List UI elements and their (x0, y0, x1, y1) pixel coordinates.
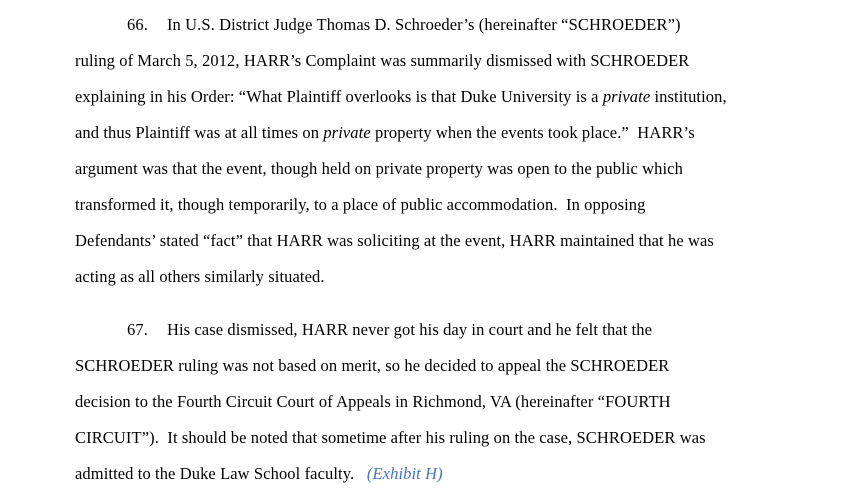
text-segment: institution, (650, 87, 727, 106)
text-segment: transformed it, though temporarily, to a place of public accommodation. In opposing (75, 195, 646, 214)
text-segment: acting as all others similarly situated. (75, 267, 325, 286)
text-line (75, 348, 780, 384)
paragraph-67 (75, 312, 780, 492)
text-segment: In U.S. District Judge Thomas D. Schroeder’s (hereinafter “SCHROEDER”) (166, 15, 681, 34)
text-segment: and thus Plaintiff was at all times on (75, 123, 324, 142)
text-segment: property when the events took place.” HARR’s (370, 123, 695, 142)
text-segment: ruling of March 5, 2012, HARR’s Complaint was summarily dismissed with SCHROEDER (75, 51, 690, 70)
italic-text: private (602, 87, 651, 106)
text-segment: Defendants’ stated “fact” that HARR was soliciting at the event, HARR maintained that he was (75, 231, 714, 250)
exhibit-h-link[interactable]: (Exhibit H) (366, 464, 443, 483)
text-line (75, 259, 780, 295)
text-line (75, 115, 780, 151)
text-segment: CIRCUIT”). It should be noted that sometime after his ruling on the case, SCHROEDER was (75, 428, 706, 447)
text-segment: explaining in his Order: “What Plaintiff overlooks is that Duke University is a (75, 87, 603, 106)
text-line (75, 151, 780, 187)
paragraph-66 (75, 7, 780, 295)
text-segment: admitted to the Duke Law School faculty. (75, 464, 367, 483)
text-segment: decision to the Fourth Circuit Court of Appeals in Richmond, VA (hereinafter “FOURTH (75, 392, 671, 411)
text-segment: SCHROEDER ruling was not based on merit, so he decided to appeal the SCHROEDER (75, 356, 670, 375)
text-line (75, 420, 780, 456)
text-line (75, 312, 780, 348)
text-line (75, 187, 780, 223)
paragraph-number: 66. (127, 15, 148, 34)
text-segment: His case dismissed, HARR never got his day in court and he felt that the (166, 320, 653, 339)
text-segment: argument was that the event, though held on private property was open to the public which (75, 159, 683, 178)
text-line (75, 384, 780, 420)
text-line (75, 7, 780, 43)
paragraph-number: 67. (127, 320, 148, 339)
text-line (75, 223, 780, 259)
text-line (75, 79, 780, 115)
text-line (75, 43, 780, 79)
italic-text: private (323, 123, 371, 142)
text-line (75, 456, 780, 492)
